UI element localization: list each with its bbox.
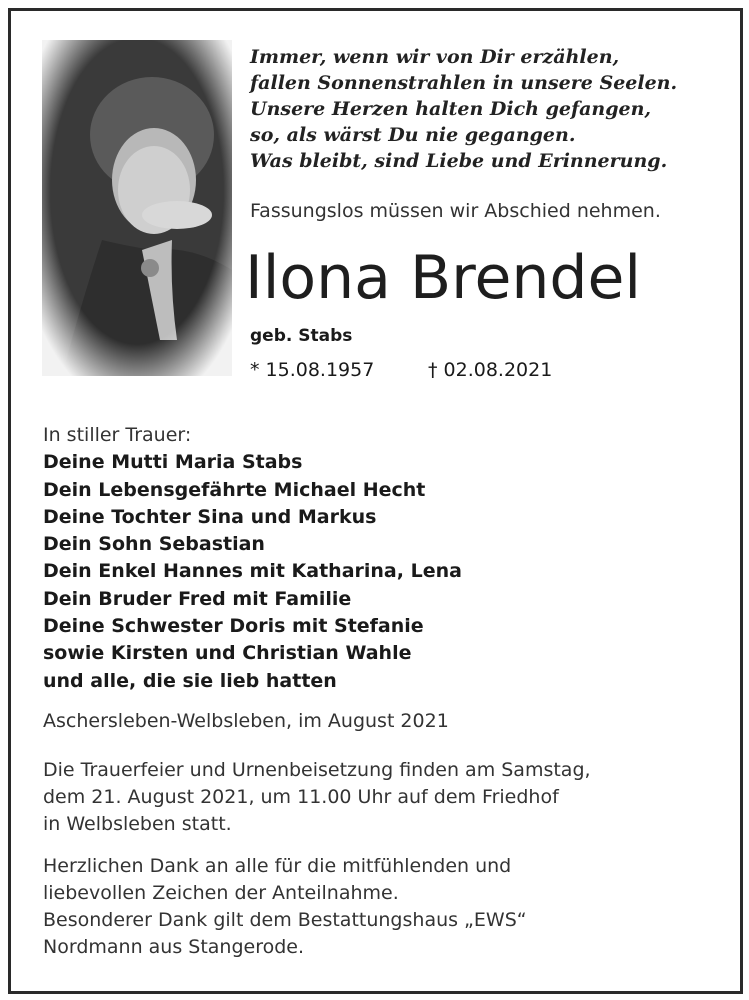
ceremony-line: Die Trauerfeier und Urnenbeisetzung finden am Samstag, — [43, 759, 591, 781]
mourner-line: sowie Kirsten und Christian Wahle — [43, 642, 412, 665]
life-dates — [250, 359, 553, 381]
mourner-line: Dein Enkel Hannes mit Katharina, Lena — [43, 560, 462, 583]
poem-line: Was bleibt, sind Liebe und Erinnerung. — [250, 150, 668, 172]
ceremony-info — [43, 757, 591, 838]
thanks-line: Herzlichen Dank an alle für die mitfühlenden und — [43, 855, 512, 877]
thanks-line: liebevollen Zeichen der Anteilnahme. — [43, 882, 399, 904]
ceremony-line: dem 21. August 2021, um 11.00 Uhr auf dem Friedhof — [43, 786, 559, 808]
mourners-intro: In stiller Trauer: — [43, 424, 192, 446]
mourner-line: Deine Tochter Sina und Markus — [43, 505, 377, 528]
memorial-poem — [250, 44, 720, 174]
thanks-line: Besonderer Dank gilt dem Bestattungshaus „EWS“ — [43, 909, 527, 931]
mourners-list — [43, 422, 462, 695]
mourner-line: Dein Sohn Sebastian — [43, 533, 265, 556]
mourner-line: Dein Bruder Fred mit Familie — [43, 587, 352, 610]
farewell-intro: Fassungslos müssen wir Abschied nehmen. — [250, 200, 661, 222]
death-date: † 02.08.2021 — [428, 359, 553, 381]
poem-line: Unsere Herzen halten Dich gefangen, — [250, 98, 652, 120]
thanks-note — [43, 853, 527, 961]
maiden-name: geb. Stabs — [250, 326, 353, 346]
mourner-line: Deine Schwester Doris mit Stefanie — [43, 615, 424, 638]
birth-date: * 15.08.1957 — [250, 359, 375, 381]
thanks-line: Nordmann aus Stangerode. — [43, 936, 305, 958]
mourner-line: Dein Lebensgefährte Michael Hecht — [43, 478, 426, 501]
deceased-name: Ilona Brendel — [245, 243, 642, 313]
place-date: Aschersleben-Welbsleben, im August 2021 — [43, 710, 449, 732]
poem-line: Immer, wenn wir von Dir erzählen, — [250, 46, 620, 68]
ceremony-line: in Welbsleben statt. — [43, 813, 232, 835]
poem-line: so, als wärst Du nie gegangen. — [250, 124, 576, 146]
mourner-line: und alle, die sie lieb hatten — [43, 669, 337, 692]
mourner-line: Deine Mutti Maria Stabs — [43, 451, 303, 474]
portrait-photo — [42, 40, 232, 376]
poem-line: fallen Sonnenstrahlen in unsere Seelen. — [250, 72, 678, 94]
